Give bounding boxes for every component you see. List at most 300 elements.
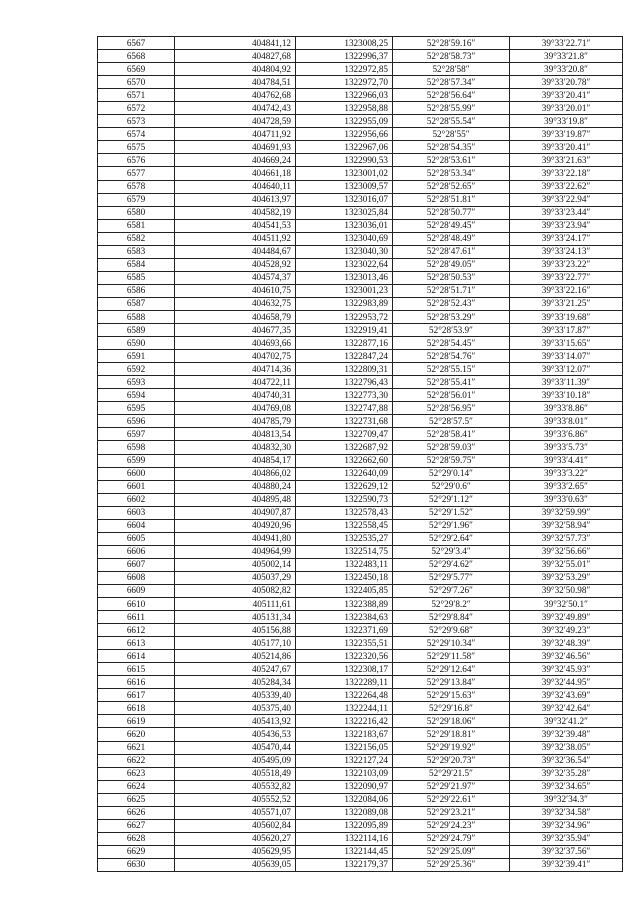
- point-number-cell: 6622: [98, 754, 175, 767]
- longitude-cell: 39°33′22.18″: [510, 167, 623, 180]
- table-row: [98, 115, 623, 128]
- coordinate-table: [97, 36, 623, 872]
- latitude-cell: 52°29′22.61″: [393, 793, 510, 806]
- point-number-cell: 6613: [98, 637, 175, 650]
- x-coordinate-cell: 404769,08: [175, 402, 296, 415]
- table-row: [98, 389, 623, 402]
- latitude-cell: 52°29′23.21″: [393, 806, 510, 819]
- table-row: [98, 167, 623, 180]
- y-coordinate-cell: 1322183,67: [296, 728, 393, 741]
- latitude-cell: 52°28′52.65″: [393, 180, 510, 193]
- x-coordinate-cell: 405413,92: [175, 715, 296, 728]
- longitude-cell: 39°33′22.77″: [510, 271, 623, 284]
- x-coordinate-cell: 404804,92: [175, 63, 296, 76]
- x-coordinate-cell: 404711,92: [175, 128, 296, 141]
- longitude-cell: 39°32′34.3″: [510, 793, 623, 806]
- longitude-cell: 39°32′34.58″: [510, 806, 623, 819]
- x-coordinate-cell: 404484,67: [175, 245, 296, 258]
- point-number-cell: 6607: [98, 558, 175, 571]
- table-row: [98, 324, 623, 337]
- y-coordinate-cell: 1322590,73: [296, 493, 393, 506]
- x-coordinate-cell: 405552,52: [175, 793, 296, 806]
- latitude-cell: 52°28′53.34″: [393, 167, 510, 180]
- y-coordinate-cell: 1322558,45: [296, 519, 393, 532]
- latitude-cell: 52°29′1.12″: [393, 493, 510, 506]
- x-coordinate-cell: 404854,17: [175, 454, 296, 467]
- y-coordinate-cell: 1322320,56: [296, 650, 393, 663]
- x-coordinate-cell: 404728,59: [175, 115, 296, 128]
- x-coordinate-cell: 405436,53: [175, 728, 296, 741]
- point-number-cell: 6597: [98, 428, 175, 441]
- point-number-cell: 6575: [98, 141, 175, 154]
- y-coordinate-cell: 1322578,43: [296, 506, 393, 519]
- y-coordinate-cell: 1322483,11: [296, 558, 393, 571]
- table-row: [98, 402, 623, 415]
- y-coordinate-cell: 1322662,60: [296, 454, 393, 467]
- coordinate-table-page: [97, 36, 623, 872]
- x-coordinate-cell: 405037,29: [175, 571, 296, 584]
- longitude-cell: 39°33′23.44″: [510, 206, 623, 219]
- table-row: [98, 558, 623, 571]
- x-coordinate-cell: 404677,35: [175, 324, 296, 337]
- x-coordinate-cell: 404613,97: [175, 193, 296, 206]
- point-number-cell: 6599: [98, 454, 175, 467]
- latitude-cell: 52°28′49.05″: [393, 258, 510, 271]
- point-number-cell: 6584: [98, 258, 175, 271]
- table-row: [98, 441, 623, 454]
- y-coordinate-cell: 1322956,66: [296, 128, 393, 141]
- point-number-cell: 6610: [98, 598, 175, 611]
- table-row: [98, 76, 623, 89]
- x-coordinate-cell: 404762,68: [175, 89, 296, 102]
- point-number-cell: 6591: [98, 350, 175, 363]
- latitude-cell: 52°29′25.36″: [393, 858, 510, 871]
- longitude-cell: 39°33′19.87″: [510, 128, 623, 141]
- table-row: [98, 584, 623, 597]
- x-coordinate-cell: 405629,95: [175, 845, 296, 858]
- table-row: [98, 793, 623, 806]
- table-row: [98, 806, 623, 819]
- latitude-cell: 52°29′5.77″: [393, 571, 510, 584]
- point-number-cell: 6626: [98, 806, 175, 819]
- y-coordinate-cell: 1322244,11: [296, 702, 393, 715]
- table-row: [98, 689, 623, 702]
- longitude-cell: 39°33′21.8″: [510, 50, 623, 63]
- x-coordinate-cell: 405284,34: [175, 676, 296, 689]
- longitude-cell: 39°33′22.62″: [510, 180, 623, 193]
- longitude-cell: 39°32′41.2″: [510, 715, 623, 728]
- y-coordinate-cell: 1322629,12: [296, 480, 393, 493]
- point-number-cell: 6573: [98, 115, 175, 128]
- y-coordinate-cell: 1322179,37: [296, 858, 393, 871]
- latitude-cell: 52°28′55.54″: [393, 115, 510, 128]
- point-number-cell: 6571: [98, 89, 175, 102]
- longitude-cell: 39°33′8.86″: [510, 402, 623, 415]
- point-number-cell: 6608: [98, 571, 175, 584]
- table-row: [98, 702, 623, 715]
- y-coordinate-cell: 1322640,09: [296, 467, 393, 480]
- table-row: [98, 206, 623, 219]
- x-coordinate-cell: 405177,10: [175, 637, 296, 650]
- y-coordinate-cell: 1322114,16: [296, 832, 393, 845]
- point-number-cell: 6624: [98, 780, 175, 793]
- longitude-cell: 39°32′46.56″: [510, 650, 623, 663]
- x-coordinate-cell: 405247,67: [175, 663, 296, 676]
- y-coordinate-cell: 1322264,48: [296, 689, 393, 702]
- point-number-cell: 6568: [98, 50, 175, 63]
- longitude-cell: 39°33′20.01″: [510, 102, 623, 115]
- longitude-cell: 39°33′20.41″: [510, 89, 623, 102]
- x-coordinate-cell: 405571,07: [175, 806, 296, 819]
- point-number-cell: 6625: [98, 793, 175, 806]
- y-coordinate-cell: 1322090,97: [296, 780, 393, 793]
- x-coordinate-cell: 405470,44: [175, 741, 296, 754]
- table-row: [98, 102, 623, 115]
- table-row: [98, 624, 623, 637]
- point-number-cell: 6587: [98, 297, 175, 310]
- x-coordinate-cell: 404582,19: [175, 206, 296, 219]
- latitude-cell: 52°28′53.9″: [393, 324, 510, 337]
- point-number-cell: 6618: [98, 702, 175, 715]
- x-coordinate-cell: 405375,40: [175, 702, 296, 715]
- table-row: [98, 819, 623, 832]
- table-row: [98, 154, 623, 167]
- longitude-cell: 39°33′21.25″: [510, 297, 623, 310]
- table-row: [98, 676, 623, 689]
- x-coordinate-cell: 404742,43: [175, 102, 296, 115]
- table-row: [98, 63, 623, 76]
- latitude-cell: 52°29′24.23″: [393, 819, 510, 832]
- longitude-cell: 39°33′11.39″: [510, 376, 623, 389]
- x-coordinate-cell: 404841,12: [175, 37, 296, 50]
- longitude-cell: 39°33′22.71″: [510, 37, 623, 50]
- y-coordinate-cell: 1322966,03: [296, 89, 393, 102]
- latitude-cell: 52°29′24.79″: [393, 832, 510, 845]
- latitude-cell: 52°28′59.16″: [393, 37, 510, 50]
- table-row: [98, 258, 623, 271]
- latitude-cell: 52°29′10.34″: [393, 637, 510, 650]
- point-number-cell: 6614: [98, 650, 175, 663]
- table-row: [98, 767, 623, 780]
- latitude-cell: 52°28′56.01″: [393, 389, 510, 402]
- latitude-cell: 52°29′20.73″: [393, 754, 510, 767]
- longitude-cell: 39°33′6.86″: [510, 428, 623, 441]
- x-coordinate-cell: 405639,05: [175, 858, 296, 871]
- x-coordinate-cell: 404832,30: [175, 441, 296, 454]
- x-coordinate-cell: 404528,92: [175, 258, 296, 271]
- x-coordinate-cell: 404541,53: [175, 219, 296, 232]
- latitude-cell: 52°28′56.64″: [393, 89, 510, 102]
- x-coordinate-cell: 404702,75: [175, 350, 296, 363]
- point-number-cell: 6581: [98, 219, 175, 232]
- point-number-cell: 6577: [98, 167, 175, 180]
- x-coordinate-cell: 404661,18: [175, 167, 296, 180]
- table-row: [98, 467, 623, 480]
- point-number-cell: 6567: [98, 37, 175, 50]
- table-row: [98, 571, 623, 584]
- point-number-cell: 6596: [98, 415, 175, 428]
- longitude-cell: 39°33′20.78″: [510, 76, 623, 89]
- x-coordinate-cell: 404907,87: [175, 506, 296, 519]
- longitude-cell: 39°33′24.13″: [510, 245, 623, 258]
- table-row: [98, 493, 623, 506]
- x-coordinate-cell: 405002,14: [175, 558, 296, 571]
- point-number-cell: 6616: [98, 676, 175, 689]
- latitude-cell: 52°28′50.53″: [393, 271, 510, 284]
- point-number-cell: 6585: [98, 271, 175, 284]
- y-coordinate-cell: 1322371,69: [296, 624, 393, 637]
- x-coordinate-cell: 405339,40: [175, 689, 296, 702]
- table-row: [98, 728, 623, 741]
- y-coordinate-cell: 1323001,02: [296, 167, 393, 180]
- y-coordinate-cell: 1322405,85: [296, 584, 393, 597]
- y-coordinate-cell: 1323008,25: [296, 37, 393, 50]
- y-coordinate-cell: 1323040,30: [296, 245, 393, 258]
- y-coordinate-cell: 1323001,23: [296, 284, 393, 297]
- longitude-cell: 39°32′44.95″: [510, 676, 623, 689]
- latitude-cell: 52°28′58″: [393, 63, 510, 76]
- table-row: [98, 532, 623, 545]
- longitude-cell: 39°32′53.29″: [510, 571, 623, 584]
- point-number-cell: 6602: [98, 493, 175, 506]
- latitude-cell: 52°28′55.41″: [393, 376, 510, 389]
- x-coordinate-cell: 404691,93: [175, 141, 296, 154]
- latitude-cell: 52°28′48.49″: [393, 232, 510, 245]
- point-number-cell: 6619: [98, 715, 175, 728]
- point-number-cell: 6593: [98, 376, 175, 389]
- y-coordinate-cell: 1322084,06: [296, 793, 393, 806]
- table-row: [98, 519, 623, 532]
- table-row: [98, 506, 623, 519]
- latitude-cell: 52°29′21.97″: [393, 780, 510, 793]
- y-coordinate-cell: 1322796,43: [296, 376, 393, 389]
- table-row: [98, 310, 623, 323]
- longitude-cell: 39°32′38.05″: [510, 741, 623, 754]
- y-coordinate-cell: 1322955,09: [296, 115, 393, 128]
- y-coordinate-cell: 1322773,30: [296, 389, 393, 402]
- x-coordinate-cell: 405495,09: [175, 754, 296, 767]
- latitude-cell: 52°28′50.77″: [393, 206, 510, 219]
- y-coordinate-cell: 1322384,63: [296, 611, 393, 624]
- latitude-cell: 52°29′18.06″: [393, 715, 510, 728]
- latitude-cell: 52°29′0.14″: [393, 467, 510, 480]
- table-row: [98, 363, 623, 376]
- table-row: [98, 50, 623, 63]
- y-coordinate-cell: 1322216,42: [296, 715, 393, 728]
- x-coordinate-cell: 404813,54: [175, 428, 296, 441]
- longitude-cell: 39°33′20.8″: [510, 63, 623, 76]
- longitude-cell: 39°33′22.94″: [510, 193, 623, 206]
- point-number-cell: 6592: [98, 363, 175, 376]
- table-row: [98, 141, 623, 154]
- point-number-cell: 6609: [98, 584, 175, 597]
- longitude-cell: 39°33′12.07″: [510, 363, 623, 376]
- latitude-cell: 52°29′4.62″: [393, 558, 510, 571]
- y-coordinate-cell: 1322709,47: [296, 428, 393, 441]
- table-row: [98, 297, 623, 310]
- latitude-cell: 52°28′51.81″: [393, 193, 510, 206]
- table-row: [98, 37, 623, 50]
- table-row: [98, 454, 623, 467]
- y-coordinate-cell: 1322877,16: [296, 337, 393, 350]
- y-coordinate-cell: 1322990,53: [296, 154, 393, 167]
- latitude-cell: 52°28′54.35″: [393, 141, 510, 154]
- y-coordinate-cell: 1322983,89: [296, 297, 393, 310]
- x-coordinate-cell: 404880,24: [175, 480, 296, 493]
- longitude-cell: 39°32′48.39″: [510, 637, 623, 650]
- longitude-cell: 39°33′15.65″: [510, 337, 623, 350]
- x-coordinate-cell: 404632,75: [175, 297, 296, 310]
- table-row: [98, 663, 623, 676]
- table-row: [98, 180, 623, 193]
- point-number-cell: 6629: [98, 845, 175, 858]
- latitude-cell: 52°28′57.5″: [393, 415, 510, 428]
- longitude-cell: 39°32′35.94″: [510, 832, 623, 845]
- x-coordinate-cell: 404740,31: [175, 389, 296, 402]
- point-number-cell: 6627: [98, 819, 175, 832]
- x-coordinate-cell: 404511,92: [175, 232, 296, 245]
- y-coordinate-cell: 1322156,05: [296, 741, 393, 754]
- table-row: [98, 128, 623, 141]
- table-row: [98, 89, 623, 102]
- y-coordinate-cell: 1322308,17: [296, 663, 393, 676]
- point-number-cell: 6617: [98, 689, 175, 702]
- y-coordinate-cell: 1322127,24: [296, 754, 393, 767]
- table-row: [98, 611, 623, 624]
- y-coordinate-cell: 1322103,09: [296, 767, 393, 780]
- longitude-cell: 39°32′35.28″: [510, 767, 623, 780]
- latitude-cell: 52°29′9.68″: [393, 624, 510, 637]
- table-row: [98, 480, 623, 493]
- longitude-cell: 39°33′17.87″: [510, 324, 623, 337]
- x-coordinate-cell: 405156,88: [175, 624, 296, 637]
- latitude-cell: 52°29′19.92″: [393, 741, 510, 754]
- table-row: [98, 845, 623, 858]
- point-number-cell: 6569: [98, 63, 175, 76]
- point-number-cell: 6604: [98, 519, 175, 532]
- y-coordinate-cell: 1323025,84: [296, 206, 393, 219]
- point-number-cell: 6630: [98, 858, 175, 871]
- y-coordinate-cell: 1322958,88: [296, 102, 393, 115]
- table-row: [98, 350, 623, 363]
- table-row: [98, 376, 623, 389]
- latitude-cell: 52°28′54.45″: [393, 337, 510, 350]
- y-coordinate-cell: 1322289,11: [296, 676, 393, 689]
- x-coordinate-cell: 404574,37: [175, 271, 296, 284]
- longitude-cell: 39°32′43.69″: [510, 689, 623, 702]
- y-coordinate-cell: 1323040,69: [296, 232, 393, 245]
- latitude-cell: 52°29′13.84″: [393, 676, 510, 689]
- x-coordinate-cell: 404784,51: [175, 76, 296, 89]
- latitude-cell: 52°29′7.26″: [393, 584, 510, 597]
- y-coordinate-cell: 1323022,64: [296, 258, 393, 271]
- latitude-cell: 52°29′15.63″: [393, 689, 510, 702]
- latitude-cell: 52°28′55.15″: [393, 363, 510, 376]
- y-coordinate-cell: 1322450,18: [296, 571, 393, 584]
- point-number-cell: 6615: [98, 663, 175, 676]
- table-row: [98, 232, 623, 245]
- point-number-cell: 6579: [98, 193, 175, 206]
- longitude-cell: 39°32′59.99″: [510, 506, 623, 519]
- x-coordinate-cell: 404693,66: [175, 337, 296, 350]
- table-row: [98, 741, 623, 754]
- longitude-cell: 39°33′8.01″: [510, 415, 623, 428]
- latitude-cell: 52°29′16.8″: [393, 702, 510, 715]
- longitude-cell: 39°33′3.22″: [510, 467, 623, 480]
- longitude-cell: 39°32′36.54″: [510, 754, 623, 767]
- point-number-cell: 6583: [98, 245, 175, 258]
- point-number-cell: 6623: [98, 767, 175, 780]
- table-row: [98, 598, 623, 611]
- longitude-cell: 39°32′56.66″: [510, 545, 623, 558]
- latitude-cell: 52°28′51.71″: [393, 284, 510, 297]
- x-coordinate-cell: 404658,79: [175, 310, 296, 323]
- longitude-cell: 39°32′45.93″: [510, 663, 623, 676]
- latitude-cell: 52°29′12.64″: [393, 663, 510, 676]
- x-coordinate-cell: 404714,36: [175, 363, 296, 376]
- longitude-cell: 39°32′34.65″: [510, 780, 623, 793]
- latitude-cell: 52°28′55.99″: [393, 102, 510, 115]
- table-row: [98, 754, 623, 767]
- latitude-cell: 52°28′47.61″: [393, 245, 510, 258]
- y-coordinate-cell: 1322972,85: [296, 63, 393, 76]
- x-coordinate-cell: 405602,84: [175, 819, 296, 832]
- y-coordinate-cell: 1322747,88: [296, 402, 393, 415]
- x-coordinate-cell: 404895,48: [175, 493, 296, 506]
- x-coordinate-cell: 405518,49: [175, 767, 296, 780]
- latitude-cell: 52°29′1.52″: [393, 506, 510, 519]
- longitude-cell: 39°33′23.22″: [510, 258, 623, 271]
- point-number-cell: 6598: [98, 441, 175, 454]
- latitude-cell: 52°29′3.4″: [393, 545, 510, 558]
- y-coordinate-cell: 1322687,92: [296, 441, 393, 454]
- table-row: [98, 245, 623, 258]
- longitude-cell: 39°32′50.1″: [510, 598, 623, 611]
- x-coordinate-cell: 404785,79: [175, 415, 296, 428]
- x-coordinate-cell: 404722,11: [175, 376, 296, 389]
- x-coordinate-cell: 405082,82: [175, 584, 296, 597]
- point-number-cell: 6606: [98, 545, 175, 558]
- y-coordinate-cell: 1322089,08: [296, 806, 393, 819]
- latitude-cell: 52°28′59.03″: [393, 441, 510, 454]
- longitude-cell: 39°32′42.64″: [510, 702, 623, 715]
- x-coordinate-cell: 405214,86: [175, 650, 296, 663]
- table-row: [98, 715, 623, 728]
- latitude-cell: 52°29′18.81″: [393, 728, 510, 741]
- x-coordinate-cell: 404866,02: [175, 467, 296, 480]
- latitude-cell: 52°29′2.64″: [393, 532, 510, 545]
- point-number-cell: 6628: [98, 832, 175, 845]
- y-coordinate-cell: 1322996,37: [296, 50, 393, 63]
- point-number-cell: 6600: [98, 467, 175, 480]
- latitude-cell: 52°29′21.5″: [393, 767, 510, 780]
- longitude-cell: 39°33′23.94″: [510, 219, 623, 232]
- longitude-cell: 39°32′50.98″: [510, 584, 623, 597]
- longitude-cell: 39°32′49.23″: [510, 624, 623, 637]
- latitude-cell: 52°28′59.75″: [393, 454, 510, 467]
- longitude-cell: 39°32′34.96″: [510, 819, 623, 832]
- longitude-cell: 39°33′0.63″: [510, 493, 623, 506]
- x-coordinate-cell: 404640,11: [175, 180, 296, 193]
- table-row: [98, 284, 623, 297]
- table-row: [98, 415, 623, 428]
- y-coordinate-cell: 1322731,68: [296, 415, 393, 428]
- latitude-cell: 52°29′11.58″: [393, 650, 510, 663]
- y-coordinate-cell: 1322809,31: [296, 363, 393, 376]
- longitude-cell: 39°32′37.56″: [510, 845, 623, 858]
- longitude-cell: 39°32′58.94″: [510, 519, 623, 532]
- longitude-cell: 39°33′10.18″: [510, 389, 623, 402]
